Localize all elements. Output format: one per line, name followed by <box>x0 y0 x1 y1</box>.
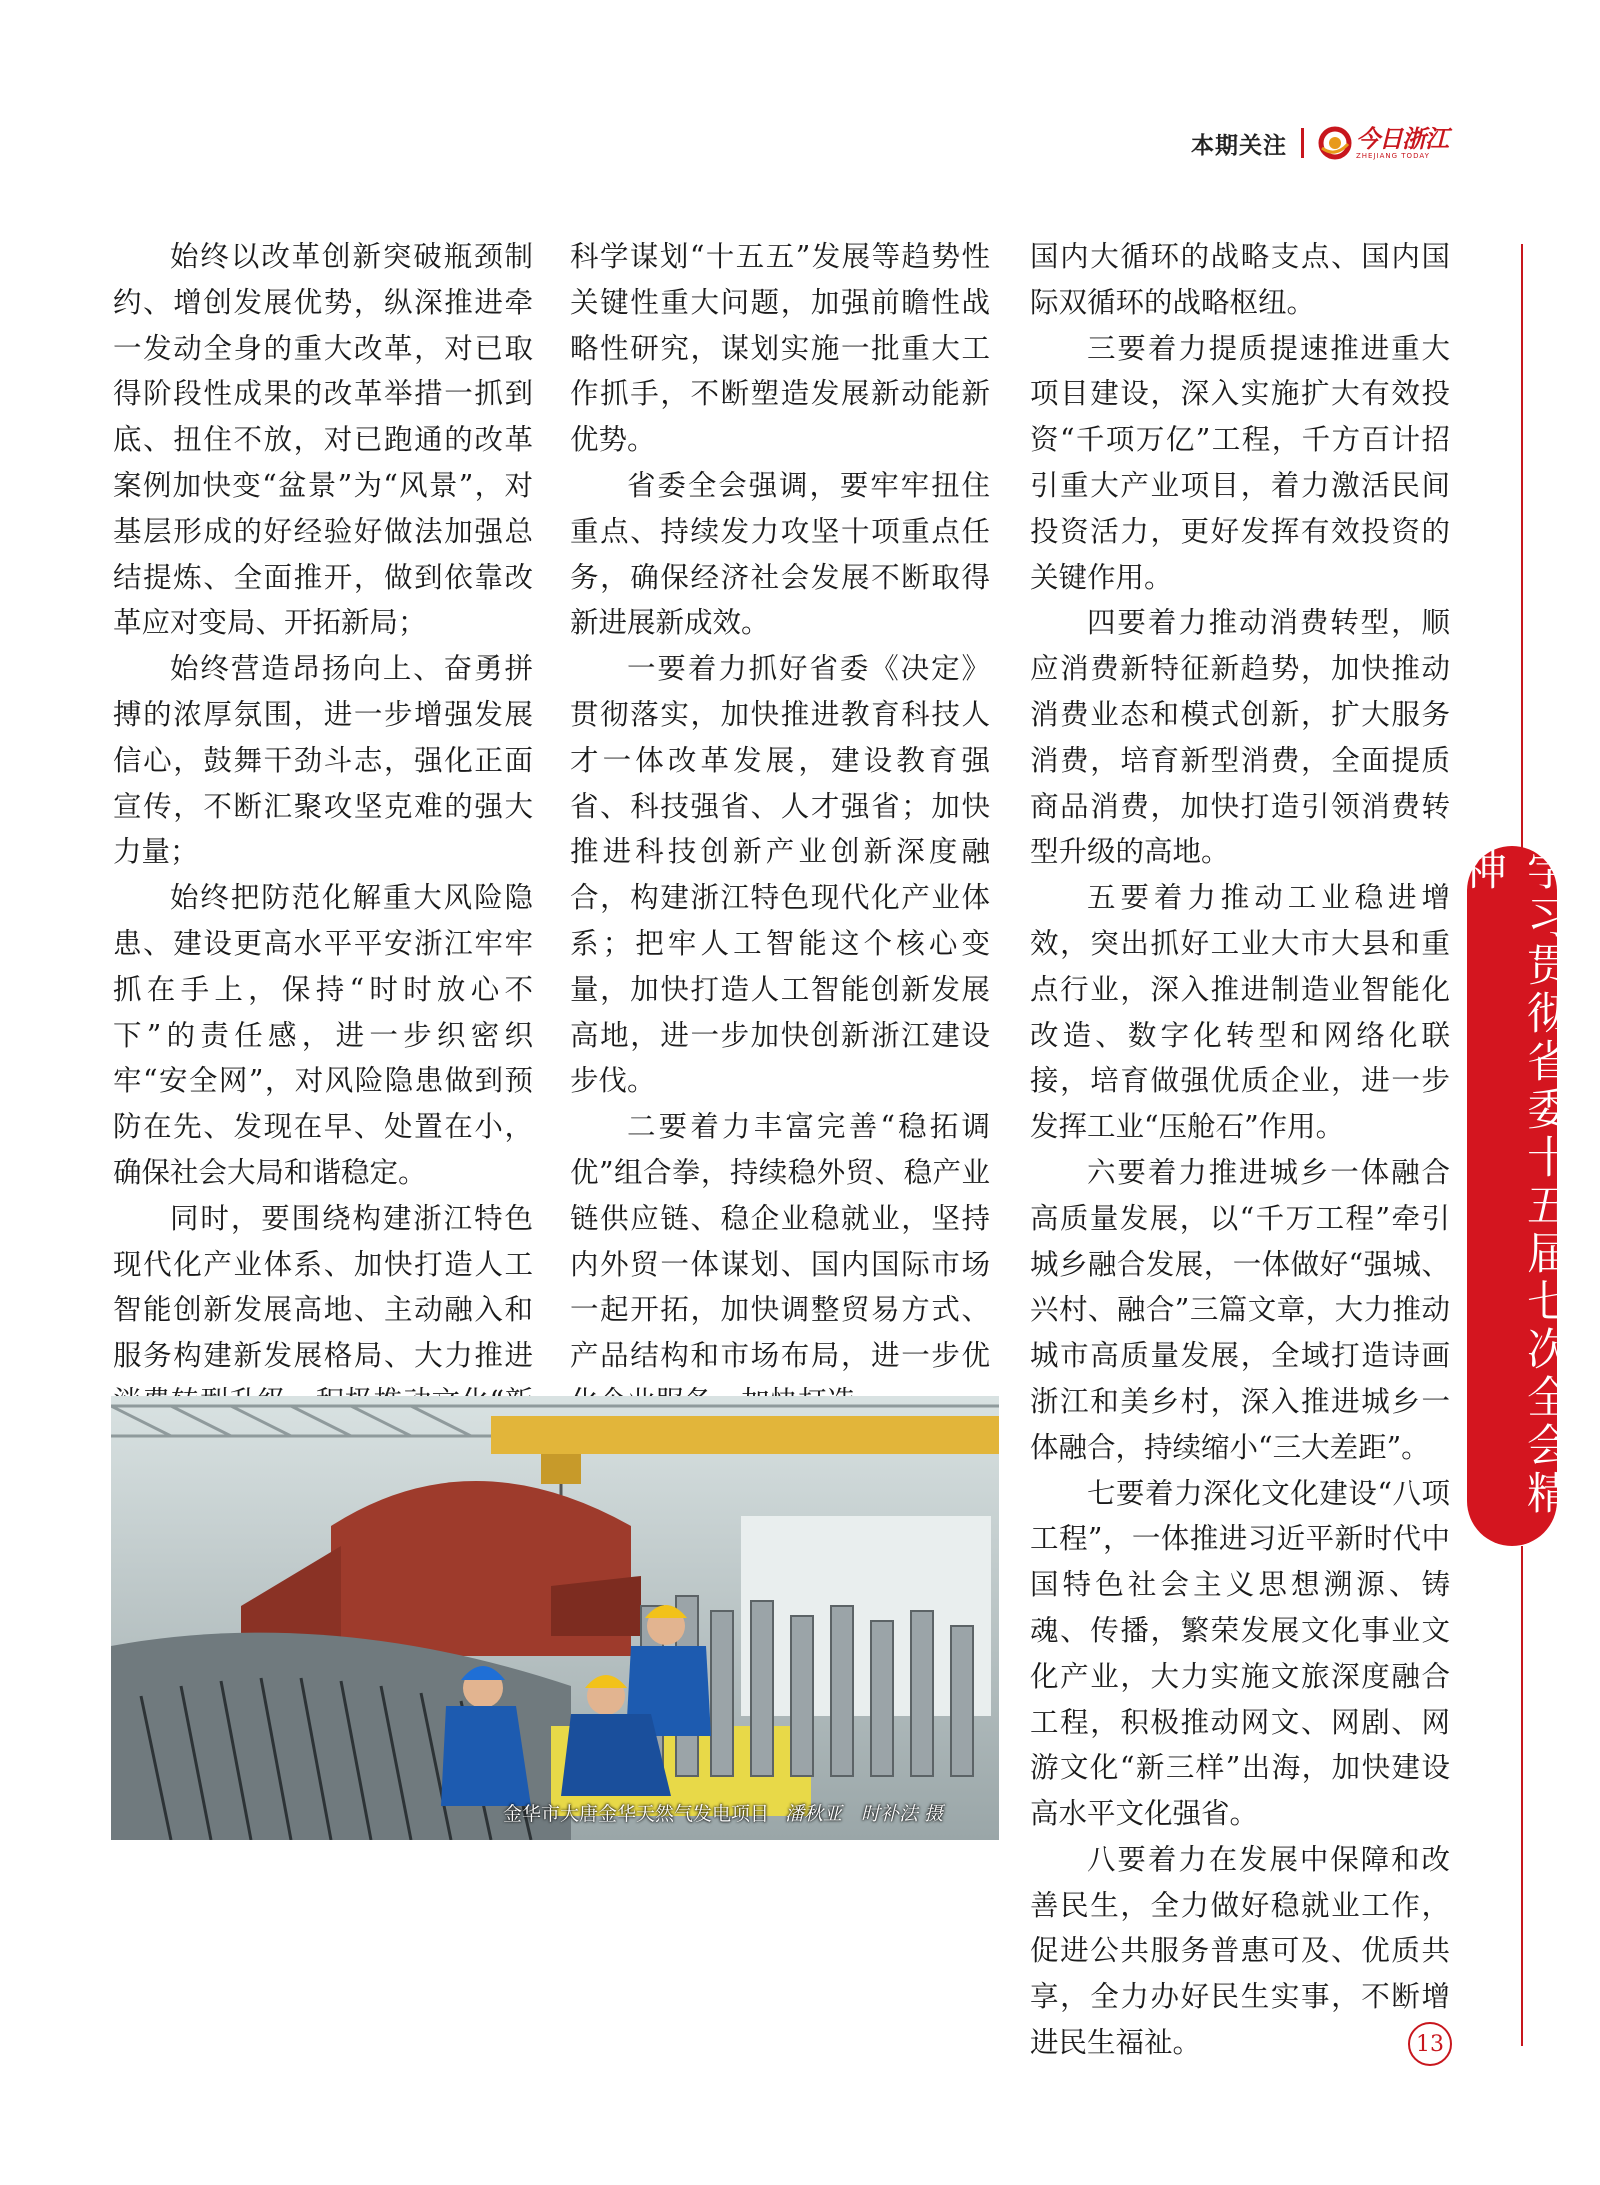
factory-photo-illustration <box>111 1396 999 1840</box>
paragraph: 八要着力在发展中保障和改善民生，全力做好稳就业工作，促进公共服务普惠可及、优质共享，全力办好民生实事，不断增进民生福祉。 <box>1030 1842 1450 2060</box>
paragraph: 同时，要围绕构建浙江特色现代化产业体系、加快打造人工智能创新发展高地、主动融入和服务构建新发展格局、大力推进 <box>113 1201 533 1373</box>
logo-title: 今日浙江 <box>1356 123 1448 153</box>
side-rule-top <box>1521 244 1523 878</box>
paragraph: 一要着力抓好省委《决定》贯彻落实，加快推进教育科技人才一体改革发展，建设教育强省、科技强省、人才强省；加快推进科技创新产业创新深度融合，构建浙江特色现代化产业体系；把牢人工智能这个核心变量，加快打造人工智能创新发展高地，进一步加快创新浙江建设步伐。 <box>570 652 990 1098</box>
side-banner-text: 学习贯彻省委十五届七次全会精神 <box>1455 846 1570 1518</box>
paragraph: 省委全会强调，要牢牢扭住重点、持续发力攻坚十项重点任务，确保经济社会发展不断取得新进展新成效。 <box>570 468 990 640</box>
text-column-3 <box>1030 234 1450 2066</box>
logo-swirl-icon <box>1318 126 1352 160</box>
text-column-1 <box>113 234 533 1471</box>
paragraph: 始终营造昂扬向上、奋勇拼搏的浓厚氛围，进一步增强发展信心，鼓舞干劲斗志，强化正面宣传，不断汇聚攻坚克难的强大力量； <box>113 652 533 869</box>
paragraph: 三要着力提质提速推进重大项目建设，深入实施扩大有效投资“千项万亿”工程，千方百计招引重大产业项目，着力激活民间投资活力，更好发挥有效投资的关键作用。 <box>1030 331 1450 594</box>
text-column-2 <box>570 234 990 1425</box>
photo-caption <box>503 1799 943 1826</box>
side-rule-bottom <box>1521 1546 1523 2046</box>
paragraph: 始终以改革创新突破瓶颈制约、增创发展优势，纵深推进牵一发动全身的重大改革，对已取得阶段性成果的改革举措一抓到底、扭住不放，对已跑通的改革案例加快变“盆景”为“风景”，对基层形成的好经验好做法加强总结提炼、全面推开，做到依靠改革应对变局、开拓新局； <box>113 240 533 640</box>
side-banner <box>1455 846 1570 1546</box>
article-photo <box>111 1396 999 1840</box>
page-number: 13 <box>1408 2022 1452 2066</box>
paragraph: 六要着力推进城乡一体融合高质量发展，以“千万工程”牵引城乡融合发展，一体做好“强城、兴村、融合”三篇文章，大力推动城市高质量发展，全域打造诗画浙江和美乡村，深入推进城乡一体融合，持续缩小“三大差距”。 <box>1030 1155 1450 1464</box>
paragraph-continued: 国内大循环的战略支点、国内国际双循环的战略枢纽。 <box>1030 240 1450 319</box>
paragraph-continued: 科学谋划“十五五”发展等趋势性关键性重大问题，加强前瞻性战略性研究，谋划实施一批重大工作抓手，不断塑造发展新动能新优势。 <box>570 240 990 457</box>
header-divider <box>1301 128 1304 158</box>
page-header <box>1191 118 1448 168</box>
paragraph: 五要着力推动工业稳进增效，突出抓好工业大市大县和重点行业，深入推进制造业智能化改造、数字化转型和网络化联接，培育做强优质企业，进一步发挥工业“压舱石”作用。 <box>1030 881 1450 1144</box>
paragraph: 四要着力推动消费转型，顺应消费新特征新趋势，加快推动消费业态和模式创新，扩大服务消费，培育新型消费，全面提质商品消费，加快打造引领消费转型升级的高地。 <box>1030 606 1450 869</box>
logo-subtitle: ZHEJIANG TODAY <box>1356 151 1430 160</box>
section-label: 本期关注 <box>1191 132 1287 159</box>
paragraph: 二要着力丰富完善“稳拓调优”组合拳，持续稳外贸、稳产业链供应链、稳企业稳就业，坚持内外贸一体谋划、国内国际市场一起开拓，加快调整贸易方式、产品结构和市场布局，进一步优 <box>570 1110 990 1373</box>
caption-text: 金华市大唐金华天然气发电项目 <box>503 1803 770 1825</box>
photo-credit: 潘秋亚 时补法 摄 <box>785 1803 944 1825</box>
paragraph: 七要着力深化文化建设“八项工程”，一体推进习近平新时代中国特色社会主义思想溯源、铸魂、传播，繁荣发展文化事业文化产业，大力实施文旅深度融合工程，积极推动网文、网剧、网游文化“新三样”出海，加快建设高水平文化强省。 <box>1030 1476 1450 1831</box>
paragraph: 始终把防范化解重大风险隐患、建设更高水平平安浙江牢牢抓在手上，保持“时时放心不下”的责任感，进一步织密织牢“安全网”，对风险隐患做到预防在先、发现在早、处置在小，确保社会大局和谐稳定。 <box>113 881 533 1189</box>
magazine-logo <box>1318 123 1448 160</box>
